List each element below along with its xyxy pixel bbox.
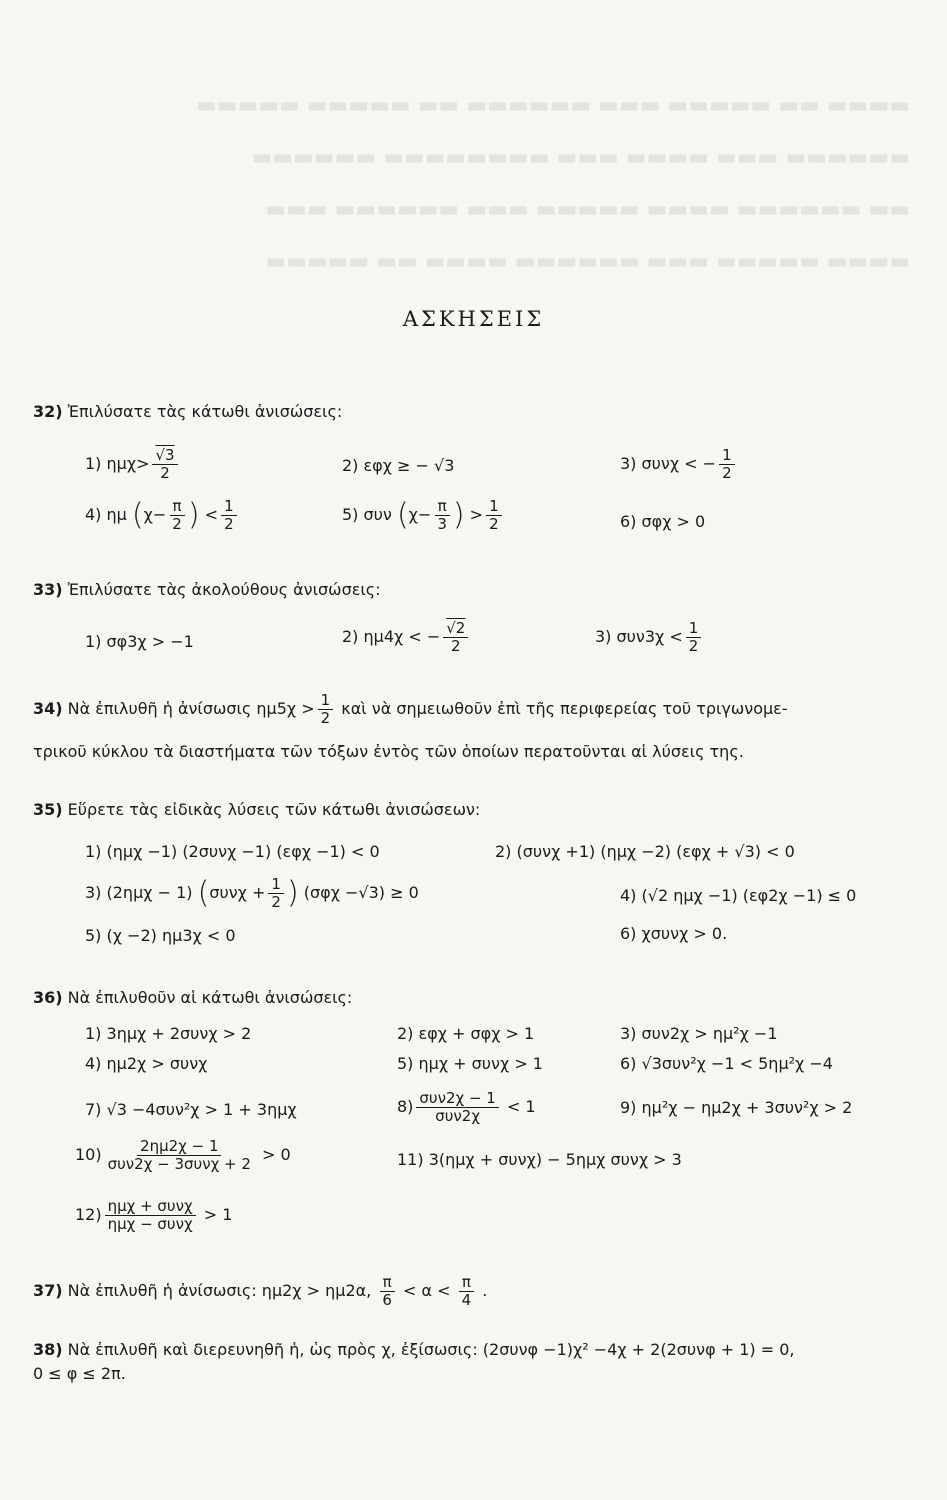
ex33-item-2: 2) ημ4χ < − $\frac{√2}{2}$: [342, 620, 471, 655]
exercise-38-text-2: 0 ≤ φ ≤ 2π.: [33, 1364, 126, 1383]
ex36-item-1: 1) 3ημχ + 2συνχ > 2: [85, 1024, 252, 1043]
exercise-34-text-1: 34) Νὰ ἐπιλυθῆ ἡ ἀνίσωσις ημ5χ > $\frac{1}{2}$ καὶ νὰ σημειωθοῦν ἐπὶ τῆς περιφερείας τοῦ τριγωνομε-: [33, 691, 788, 727]
ex35-item-2: 2) (συνχ +1) (ημχ −2) (εφχ + √3) < 0: [495, 842, 795, 861]
bleed-through-text: ▬▬▬▬ ▬▬ ▬▬▬▬▬ ▬▬▬ ▬▬▬▬▬▬ ▬▬ ▬▬▬▬▬ ▬▬▬▬▬ ▬▬▬▬▬▬ ▬▬▬ ▬▬▬▬ ▬▬▬ ▬▬▬▬▬▬▬▬ ▬▬▬▬▬▬ ▬▬ ▬▬▬▬▬▬ ▬▬▬▬ ▬▬▬▬▬ ▬▬▬ ▬▬▬▬▬▬ ▬▬▬ ▬▬▬▬ ▬▬▬▬▬ ▬▬▬ ▬▬▬▬▬▬ ▬▬▬▬ ▬▬ ▬▬▬▬▬: [195, 93, 910, 274]
ex35-item-6: 6) χσυνχ > 0.: [620, 924, 728, 943]
ex36-item-2: 2) εφχ + σφχ > 1: [397, 1024, 535, 1043]
ex36-item-8: 8) $\frac{\text{συν2χ − 1}}{\text{συν2χ}}$ < 1: [397, 1089, 536, 1125]
ex36-item-11: 11) 3(ημχ + συνχ) − 5ημχ συνχ > 3: [397, 1150, 682, 1169]
page-title: ΑΣΚΗΣΕΙΣ: [402, 307, 545, 331]
ex35-item-4: 4) (√2 ημχ −1) (εφ2χ −1) ≤ 0: [620, 886, 857, 905]
ex33-item-1: 1) σφ3χ > −1: [85, 632, 194, 651]
ex33-item-3: 3) συν3χ < $\frac{1}{2}$: [595, 620, 704, 655]
ex32-item-1: 1) ημχ> $\frac{√3}{2}$: [85, 447, 181, 482]
ex36-item-12: 12) $\frac{\text{ημχ + συνχ}}{\text{ημχ − συνχ}}$ > 1: [75, 1197, 233, 1233]
ex35-item-1: 1) (ημχ −1) (2συνχ −1) (εφχ −1) < 0: [85, 842, 380, 861]
ex36-item-9: 9) ημ²χ − ημ2χ + 3συν²χ > 2: [620, 1098, 853, 1117]
ex36-item-4: 4) ημ2χ > συνχ: [85, 1054, 208, 1073]
ex35-item-3: 3) (2ημχ − 1) (συνχ + $\frac{1}{2}$ ) (σφχ −√3) ≥ 0: [85, 875, 419, 911]
ex36-item-3: 3) συν2χ > ημ²χ −1: [620, 1024, 778, 1043]
exercise-36-prompt: 36) Νὰ ἐπιλυθοῦν αἱ κάτωθι ἀνισώσεις:: [33, 988, 353, 1007]
ex35-item-5: 5) (χ −2) ημ3χ < 0: [85, 926, 236, 945]
ex32-item-2: 2) εφχ ≥ − √3: [342, 456, 455, 475]
exercise-33-prompt: 33) Ἐπιλύσατε τὰς ἀκολούθους ἀνισώσεις:: [33, 580, 381, 599]
ex32-item-5: 5) συν (χ− $\frac{\pi}{3}$ ) > $\frac{1}{2}$: [342, 498, 505, 533]
exercise-35-prompt: 35) Εὕρετε τὰς εἰδικὰς λύσεις τῶν κάτωθι ἀνισώσεων:: [33, 800, 481, 819]
ex36-item-10: 10) $\frac{2\eta\mu 2\chi - 1}{\text{συν2χ − 3συνχ + 2}}$ > 0: [75, 1137, 291, 1173]
ex32-item-4: 4) ημ (χ− $\frac{\pi}{2}$ ) < $\frac{1}{2}$: [85, 498, 240, 533]
ex36-item-7: 7) √3 −4συν²χ > 1 + 3ημχ: [85, 1100, 297, 1119]
exercise-34-text-2: τρικοῦ κύκλου τὰ διαστήματα τῶν τόξων ἐντὸς τῶν ὁποίων περατοῦνται αἱ λύσεις της.: [33, 742, 744, 761]
exercise-38-text-1: 38) Νὰ ἐπιλυθῆ καὶ διερευνηθῆ ἡ, ὡς πρὸς χ, ἐξίσωσις: (2συνφ −1)χ² −4χ + 2(2συνφ + 1) = 0,: [33, 1340, 795, 1359]
ex36-item-5: 5) ημχ + συνχ > 1: [397, 1054, 543, 1073]
ex32-item-3: 3) συνχ < − $\frac{1}{2}$: [620, 447, 738, 482]
ex32-item-6: 6) σφχ > 0: [620, 512, 706, 531]
exercise-37: 37) Νὰ ἐπιλυθῆ ἡ ἀνίσωσις: ημ2χ > ημ2α, $\frac{\pi}{6}$ < α < $\frac{\pi}{4}$ .: [33, 1273, 488, 1309]
exercise-32-prompt: 32) Ἐπιλύσατε τὰς κάτωθι ἀνισώσεις:: [33, 402, 343, 421]
ex36-item-6: 6) √3συν²χ −1 < 5ημ²χ −4: [620, 1054, 833, 1073]
